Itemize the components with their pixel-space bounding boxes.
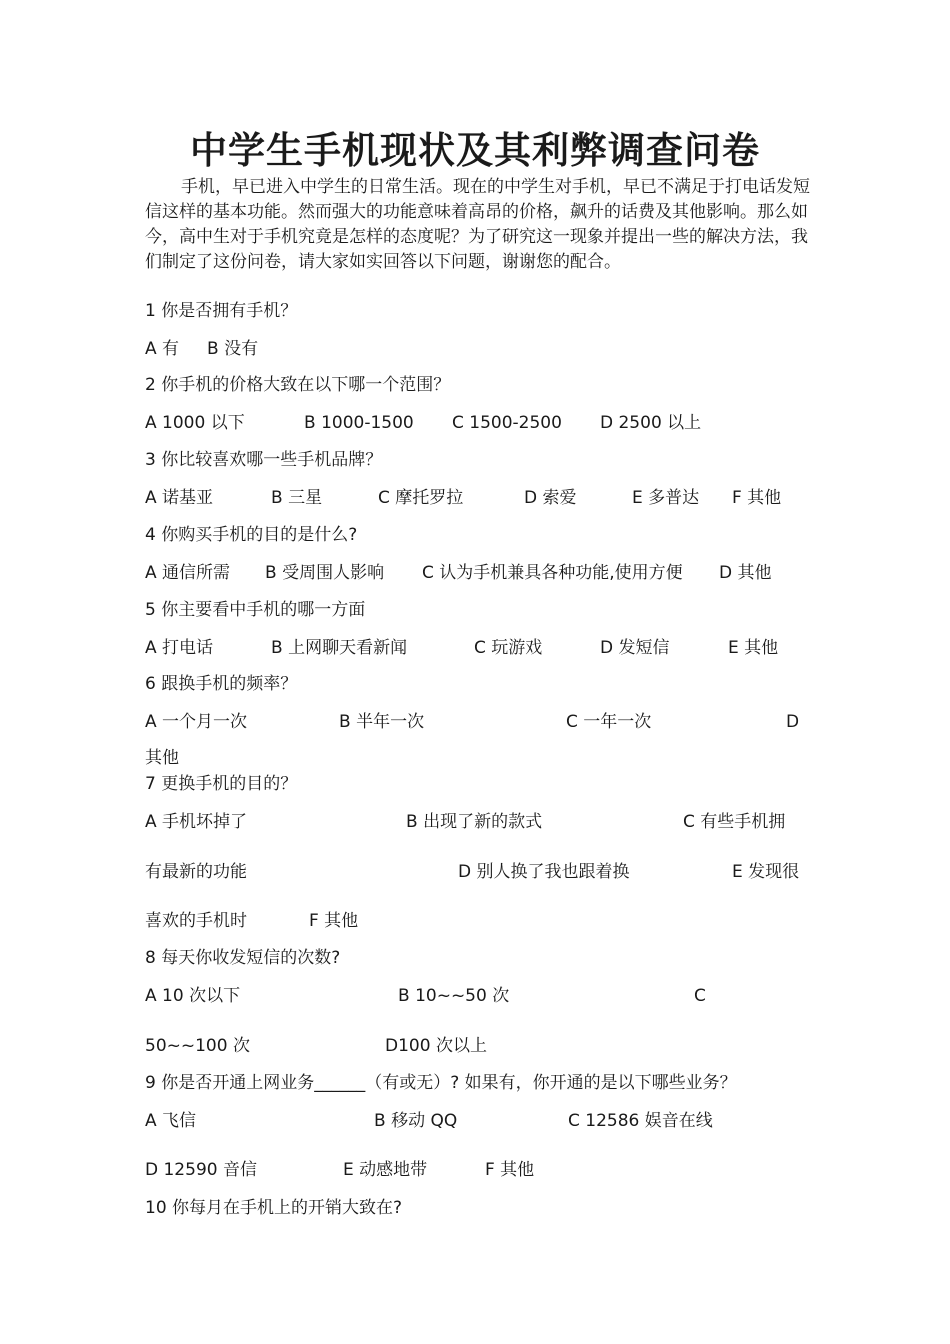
q5-option-e: E 其他: [728, 638, 779, 658]
q7-option-c-part1: C 有些手机拥: [683, 812, 786, 832]
q2-option-a: A 1000 以下: [145, 413, 245, 433]
q3-option-b: B 三星: [271, 488, 323, 508]
q9-option-c: C 12586 娱音在线: [568, 1111, 713, 1131]
q5-option-b: B 上网聊天看新闻: [271, 638, 408, 658]
question-6: 6 跟换手机的频率？: [145, 674, 298, 694]
q3-option-f: F 其他: [732, 488, 782, 508]
q7-option-b: B 出现了新的款式: [406, 812, 543, 832]
q9-option-e: E 动感地带: [343, 1160, 428, 1180]
q2-option-c: C 1500-2500: [452, 413, 562, 433]
q4-option-c: C 认为手机兼具各种功能,使用方便: [422, 563, 683, 583]
q6-option-b: B 半年一次: [339, 712, 425, 732]
q6-option-c: C 一年一次: [566, 712, 652, 732]
question-7: 7 更换手机的目的？: [145, 774, 298, 794]
q7-option-a: A 手机坏掉了: [145, 812, 248, 832]
q4-option-b: B 受周围人影响: [265, 563, 385, 583]
q7-option-f: F 其他: [309, 911, 359, 931]
q6-option-d-letter: D: [786, 712, 800, 732]
q9-option-d: D 12590 音信: [145, 1160, 257, 1180]
q4-option-d: D 其他: [719, 563, 772, 583]
q9-option-a: A 飞信: [145, 1111, 197, 1131]
question-4: 4 你购买手机的目的是什么?: [145, 525, 358, 545]
q4-option-a: A 通信所需: [145, 563, 231, 583]
q8-option-d: D100 次以上: [385, 1036, 487, 1056]
question-3: 3 你比较喜欢哪一些手机品牌？: [145, 450, 383, 470]
q6-option-d-text: 其他: [145, 748, 179, 768]
q8-option-c-letter: C: [694, 986, 706, 1006]
q1-option-b: B 没有: [207, 339, 259, 359]
question-8: 8 每天你收发短信的次数?: [145, 948, 341, 968]
q8-option-c-text: 50~~100 次: [145, 1036, 250, 1056]
q7-option-c-part2: 有最新的功能: [145, 862, 247, 882]
q7-option-e-part2: 喜欢的手机时: [145, 911, 247, 931]
q8-option-a: A 10 次以下: [145, 986, 241, 1006]
q6-option-a: A 一个月一次: [145, 712, 248, 732]
q2-option-b: B 1000-1500: [304, 413, 414, 433]
question-10: 10 你每月在手机上的开销大致在?: [145, 1198, 403, 1218]
question-9: 9 你是否开通上网业务______（有或无）? 如果有，你开通的是以下哪些业务？: [145, 1073, 737, 1093]
q1-option-a: A 有: [145, 339, 180, 359]
q3-option-a: A 诺基亚: [145, 488, 214, 508]
q5-option-c: C 玩游戏: [474, 638, 543, 658]
q7-option-e-part1: E 发现很: [732, 862, 800, 882]
question-1: 1 你是否拥有手机？: [145, 301, 298, 321]
q3-option-d: D 索爱: [524, 488, 577, 508]
intro-paragraph: 手机，早已进入中学生的日常生活。现在的中学生对手机，早已不满足于打电话发短信这样的基本功能。然而强大的功能意味着高昂的价格，飙升的话费及其他影响。那么如今，高中生对于手机究竟是怎样的态度呢？为了研究这一现象并提出一些的解决方法，我们制定了这份问卷，请大家如实回答以下问题，谢谢您的配合。: [145, 177, 810, 272]
q9-option-b: B 移动 QQ: [374, 1111, 458, 1131]
q2-option-d: D 2500 以上: [600, 413, 702, 433]
q5-option-a: A 打电话: [145, 638, 214, 658]
q9-option-f: F 其他: [485, 1160, 535, 1180]
q3-option-e: E 多普达: [632, 488, 700, 508]
q5-option-d: D 发短信: [600, 638, 670, 658]
q8-option-b: B 10~~50 次: [398, 986, 510, 1006]
question-2: 2 你手机的价格大致在以下哪一个范围？: [145, 375, 451, 395]
q3-option-c: C 摩托罗拉: [378, 488, 464, 508]
question-5: 5 你主要看中手机的哪一方面: [145, 600, 366, 620]
q7-option-d: D 别人换了我也跟着换: [458, 862, 630, 882]
page-title: 中学生手机现状及其利弊调查问卷: [190, 128, 760, 172]
